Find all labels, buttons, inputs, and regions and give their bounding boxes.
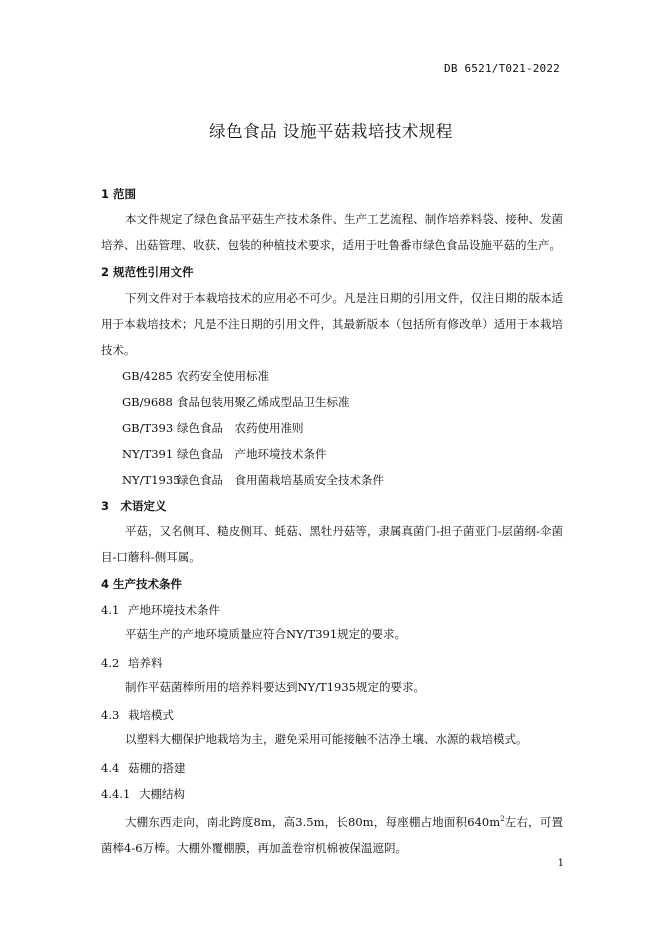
section-2-heading: 2 规范性引用文件 — [101, 265, 194, 279]
subsection-4-3-paragraph: 以塑料大棚保护地栽培为主，避免采用可能接触不洁净土壤、水源的栽培模式。 — [125, 732, 528, 746]
subsection-label: 大棚结构 — [139, 787, 185, 801]
reference-title: 农药安全使用标准 — [177, 369, 269, 383]
reference-code: GB/4285 — [122, 369, 173, 383]
subsection-4-1-paragraph: 平菇生产的产地环境质量应符合NY/T391规定的要求。 — [125, 627, 407, 641]
section-1-paragraph: 本文件规定了绿色食品平菇生产技术条件、生产工艺流程、制作培养料袋、接种、发菌培养、出菇管理、收获、包装的种植技术要求，适用于吐鲁番市绿色食品设施平菇的生产。 — [101, 212, 563, 252]
subsection-4-4-1-heading — [101, 786, 185, 802]
section-4-heading: 4 生产技术条件 — [101, 577, 183, 591]
subsection-number: 4.2 — [101, 656, 120, 670]
reference-code: GB/T393 — [122, 421, 174, 435]
subsection-4-3-heading — [101, 707, 174, 723]
superscript-unit: 2 — [500, 815, 505, 823]
reference-code: NY/T391 — [122, 447, 174, 461]
document-title: 绿色食品 设施平菇栽培技术规程 — [209, 122, 453, 141]
subsection-4-2-heading — [101, 655, 163, 671]
subsection-4-4-heading — [101, 760, 186, 776]
subsection-label: 栽培模式 — [128, 708, 174, 722]
reference-title: 绿色食品 食用菌栽培基质安全技术条件 — [177, 473, 384, 487]
reference-title: 绿色食品 农药使用准则 — [177, 421, 304, 435]
subsection-4-1-heading — [101, 602, 220, 618]
subsection-label: 产地环境技术条件 — [128, 603, 220, 617]
section-3-heading: 3 术语定义 — [101, 499, 167, 513]
reference-item — [122, 446, 327, 462]
section-2-paragraph: 下列文件对于本栽培技术的应用必不可少。凡是注日期的引用文件，仅注日期的版本适用于本栽培技术；凡是不注日期的引用文件，其最新版本（包括所有修改单）适用于本栽培技术。 — [101, 291, 563, 357]
reference-item — [122, 420, 304, 436]
subsection-number: 4.4.1 — [101, 787, 131, 801]
subsection-label: 菇棚的搭建 — [128, 761, 186, 775]
subsection-number: 4.1 — [101, 603, 120, 617]
subsection-label: 培养料 — [128, 656, 163, 670]
section-3-paragraph: 平菇，又名侧耳、糙皮侧耳、蚝菇、黑牡丹菇等，隶属真菌门-担子菌亚门-层菌纲-伞菌目-口蘑科-侧耳属。 — [101, 524, 563, 564]
subsection-number: 4.4 — [101, 761, 120, 775]
document-code: DB 6521/T021-2022 — [444, 62, 560, 75]
paragraph-text: 大棚东西走向，南北跨度8m，高3.5m，长80m，每座棚占地面积640m — [125, 814, 501, 829]
reference-item — [122, 394, 350, 410]
reference-title: 食品包装用聚乙烯成型品卫生标准 — [177, 395, 350, 409]
section-1-heading: 1 范围 — [101, 187, 137, 201]
reference-item — [122, 368, 269, 384]
reference-code: NY/T1935 — [122, 473, 181, 487]
subsection-number: 4.3 — [101, 708, 120, 722]
subsection-4-2-paragraph: 制作平菇菌棒所用的培养料要达到NY/T1935规定的要求。 — [125, 680, 425, 694]
reference-title: 绿色食品 产地环境技术条件 — [177, 447, 327, 461]
reference-code: GB/9688 — [122, 395, 173, 409]
paragraph-text: 左右，可置菌棒4-6万棒。大棚外覆棚膜，再加盖卷帘机棉被保温遮阴。 — [101, 814, 564, 855]
reference-item — [122, 472, 384, 488]
page-number: 1 — [557, 858, 564, 869]
subsection-4-4-1-paragraph — [101, 806, 563, 861]
